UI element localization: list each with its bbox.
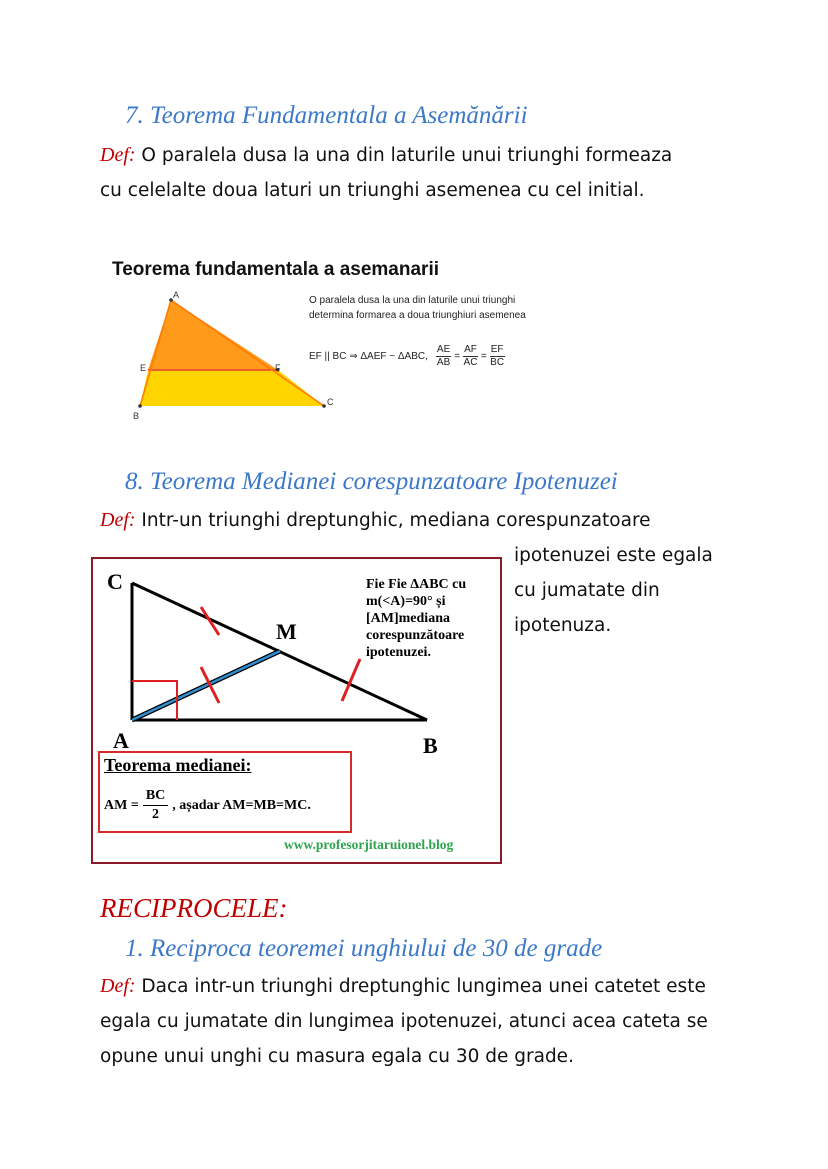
section8-definition-line1: Def: Intr-un triunghi dreptunghic, mediana corespunzatoare [100,509,651,531]
label-f: F [275,363,281,373]
def-label: Def: [100,144,136,166]
label-e: E [140,363,147,373]
fraction-ef-bc: $\frac{EF}{BC}$ [490,344,505,368]
label-c: C [327,397,334,407]
figure1-desc-line2: determina formarea a doua triunghiuri asemenea [309,310,526,321]
label-c: C [107,569,123,594]
section7-heading: 7. Teorema Fundamentala a Asemănării [125,102,528,129]
section7-line1: O paralela dusa la una din laturile unui triunghi formeaza [135,145,673,166]
reciprocals-title: RECIPROCELE: [100,893,288,923]
label-m: M [276,619,297,644]
figure2-note: Fie Fie ΔABC cu m(<A)=90° și [AM]mediana corespunzătoare ipotenuzei. [366,577,467,660]
fraction-ae-ab: $\frac{AE}{AB}$ [436,344,451,368]
label-b: B [133,411,140,421]
trapezoid-efcb [140,370,324,406]
figure1-desc-line1: O paralela dusa la una din laturile unui triunghi [309,295,516,306]
fraction-af-ac: $\frac{AF}{AC}$ [463,344,478,368]
website-watermark: www.profesorjitaruionel.blog [284,837,454,852]
label-a: A [113,728,129,753]
median-am [132,651,280,720]
section8-side-text: ipotenuzei este egala cu jumatate din ipotenuza. [514,545,713,636]
figure1-formula: EF || BC ⇒ ΔAEF ~ ΔABC, $\frac{AE}{AB}$ = $\frac{AF}{AC}$ = $\frac{EF}{BC}$ [309,344,505,368]
tick-mb [342,659,360,701]
formula-prefix: EF || BC ⇒ ΔAEF ~ ΔABC, [309,351,428,362]
box-title: Teorema medianei: [104,755,252,775]
reciprocal1-definition: Def: Daca intr-un triunghi dreptunghic lungimea unei catetet este egala cu jumatate din lungimea ipotenuzei, atunci acea cateta se opune unui unghi cu masura egala cu 30 de grade. [100,975,708,1067]
label-a: A [173,290,180,300]
def-label: Def: [100,975,136,997]
section7-definition [100,138,800,208]
section7-line2: cu celelalte doua laturi un triunghi asemenea cu cel initial. [100,180,645,201]
def-label: Def: [100,509,136,531]
fraction-bc-2: $\frac{BC}{2}$ [143,787,168,824]
median-theorem-figure [91,557,502,864]
reciprocal1-heading: 1. Reciproca teoremei unghiului de 30 de grade [125,935,603,962]
figure1-description [309,293,526,323]
figure1-title: Teorema fundamentala a asemanarii [112,259,439,280]
section8-heading: 8. Teorema Medianei corespunzatoare Ipotenuzei [125,468,618,495]
label-b: B [423,733,438,758]
median-formula-box [98,751,352,833]
box-formula: AM = $\frac{BC}{2}$ , așadar AM=MB=MC. [104,788,311,822]
